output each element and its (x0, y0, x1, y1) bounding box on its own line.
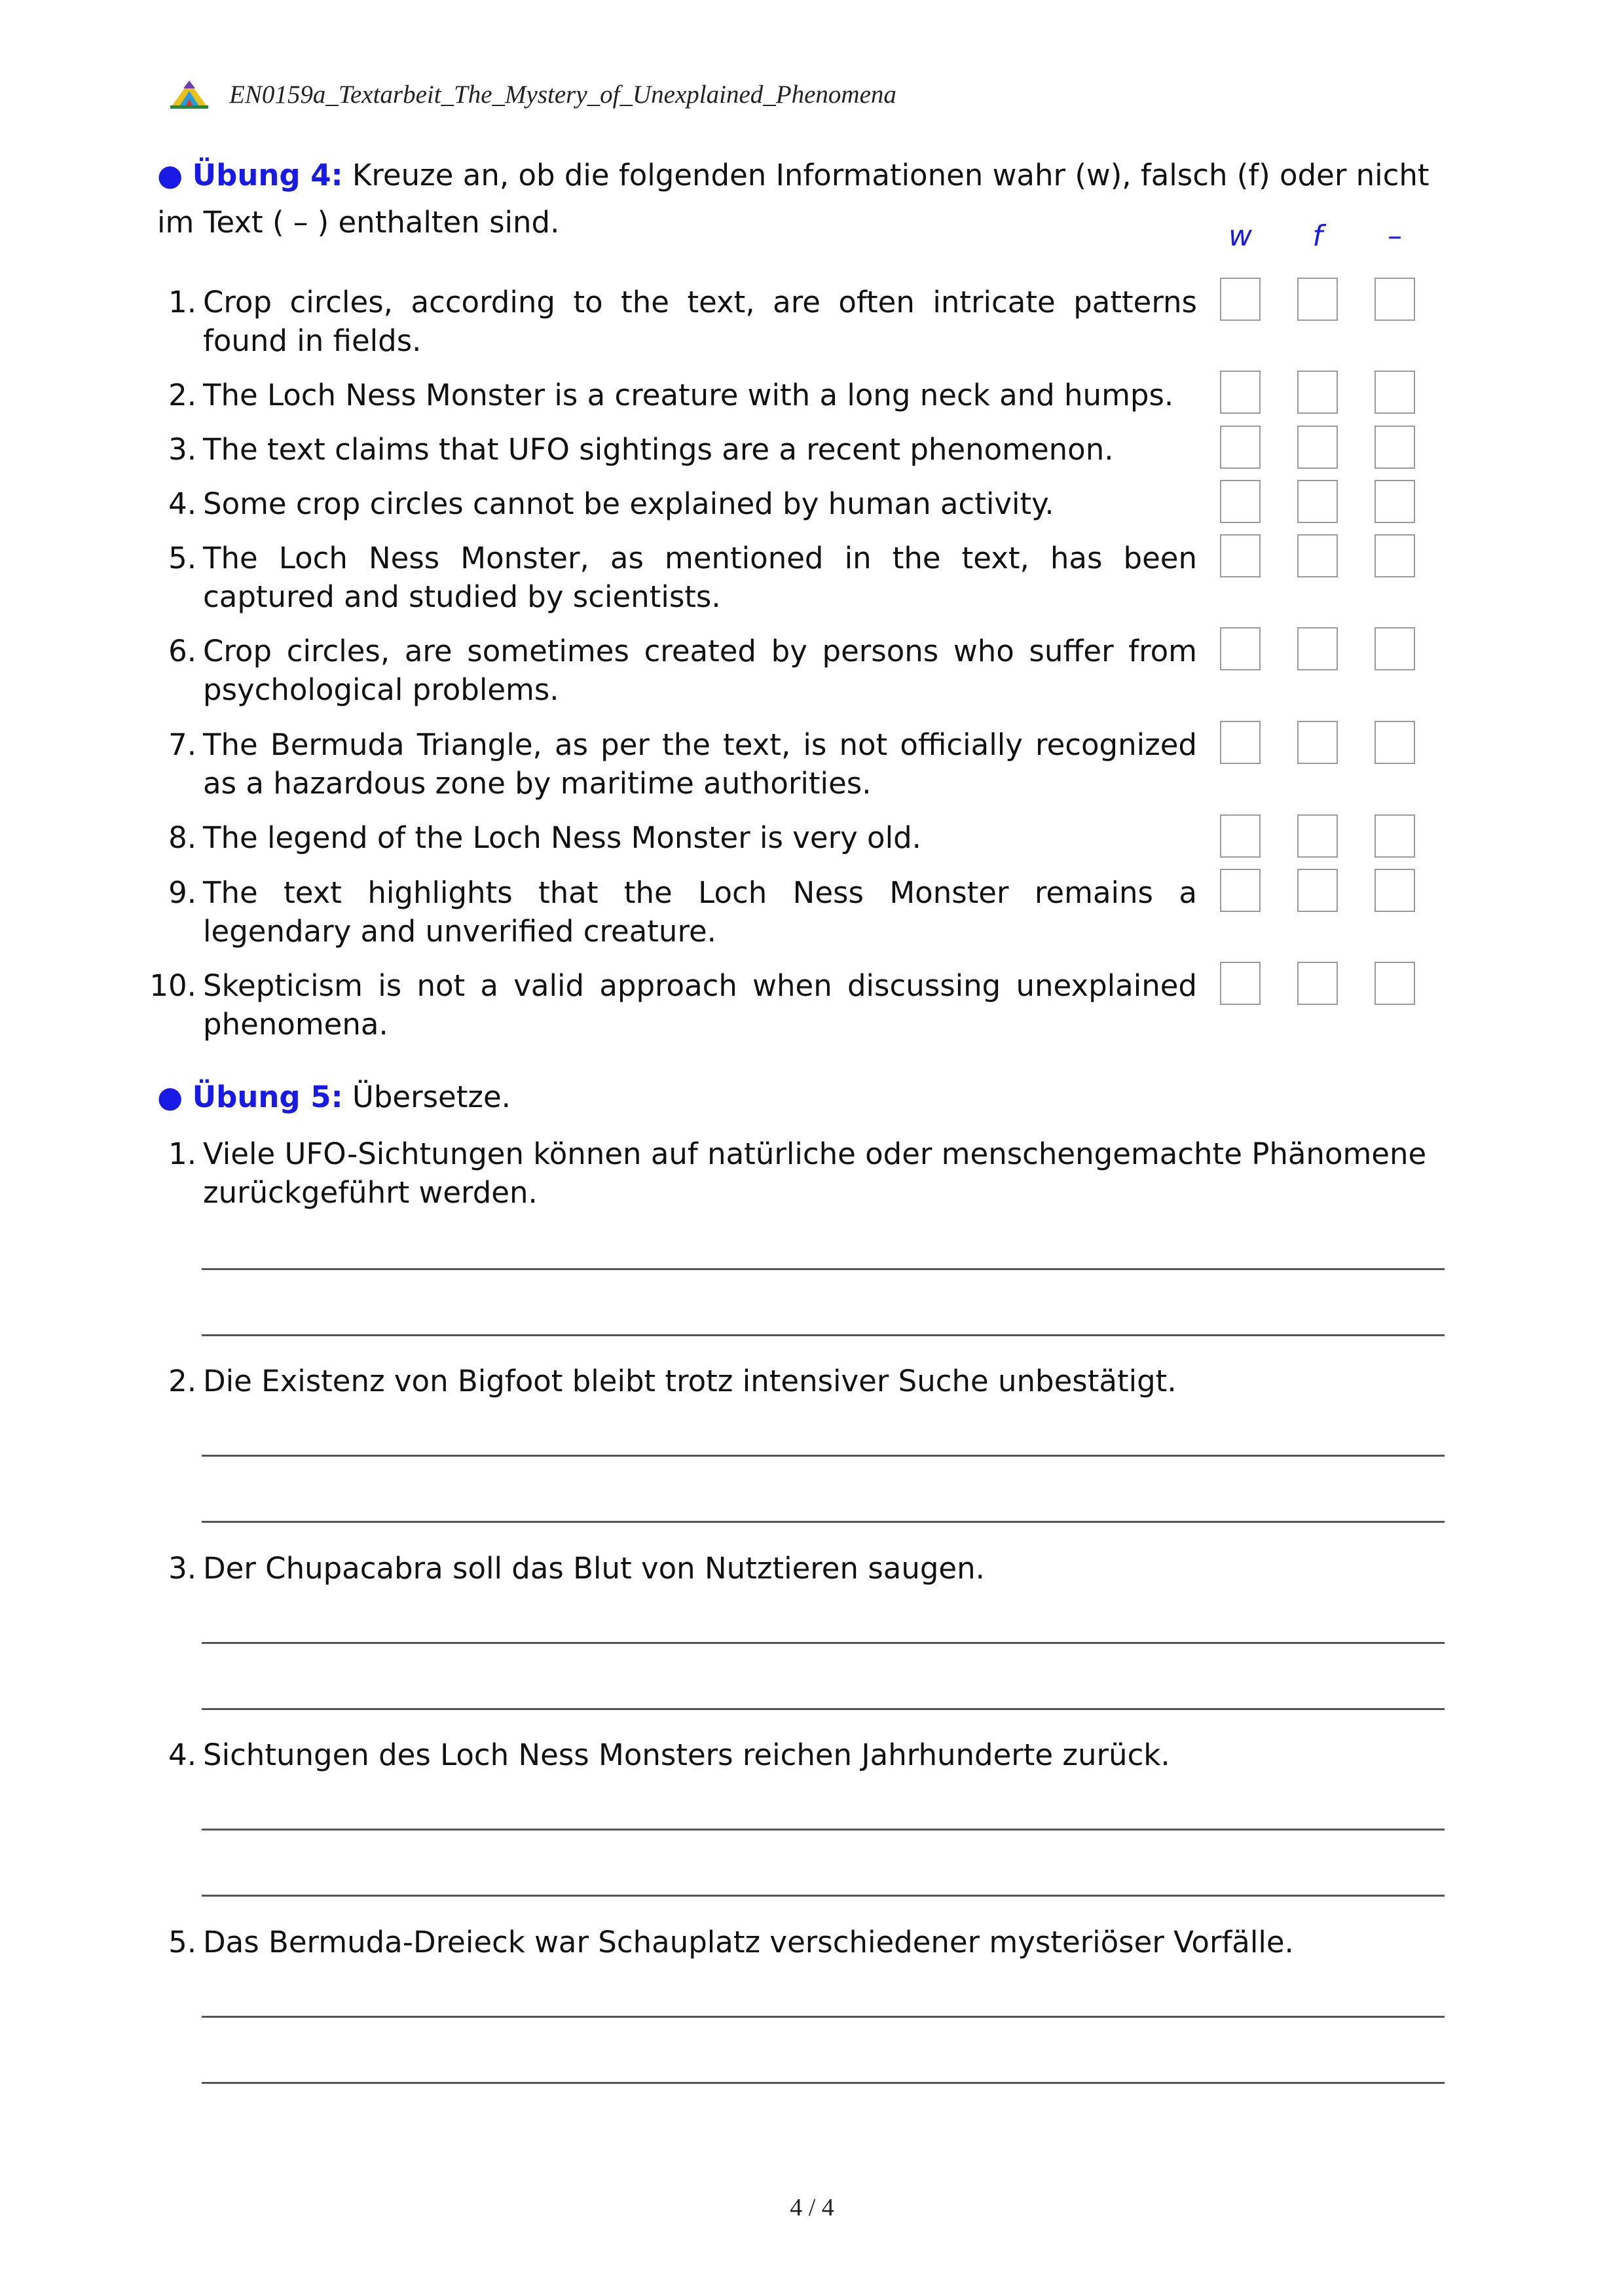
translation-item (149, 1736, 1446, 1774)
item-number: 10. (149, 968, 196, 1003)
checkbox-not-in-text-8[interactable] (1375, 814, 1415, 858)
item-text: The Bermuda Triangle, as per the text, is not officially recognized as a hazardous zone by maritime authorities. (203, 727, 1197, 801)
checkbox-false-4[interactable] (1297, 480, 1338, 523)
statement-item (149, 818, 1197, 857)
item-text: Das Bermuda-Dreieck war Schauplatz verschiedener mysteriöser Vorfälle. (203, 1925, 1294, 1959)
answer-line[interactable] (202, 1829, 1445, 1831)
item-text: Der Chupacabra soll das Blut von Nutztieren saugen. (203, 1551, 985, 1586)
answer-line[interactable] (202, 1268, 1445, 1270)
statement-item (149, 484, 1197, 523)
item-text: Viele UFO-Sichtungen können auf natürliche oder menschengemachte Phänomene zurückgeführt werden. (203, 1137, 1427, 1210)
item-text: Skepticism is not a valid approach when discussing unexplained phenomena. (203, 968, 1197, 1042)
item-text: The legend of the Loch Ness Monster is very old. (203, 820, 921, 855)
item-number: 6. (168, 634, 196, 668)
checkbox-not-in-text-2[interactable] (1375, 371, 1415, 414)
checkbox-false-1[interactable] (1297, 278, 1338, 321)
checkbox-not-in-text-1[interactable] (1375, 278, 1415, 321)
checkbox-true-7[interactable] (1220, 721, 1261, 764)
checkbox-true-9[interactable] (1220, 869, 1261, 912)
checkbox-false-3[interactable] (1297, 426, 1338, 469)
statement-item (149, 539, 1197, 616)
checkbox-true-10[interactable] (1220, 962, 1261, 1005)
checkbox-true-2[interactable] (1220, 371, 1261, 414)
item-number: 4. (168, 1738, 196, 1772)
exercise5-instruction: Übersetze. (352, 1080, 511, 1114)
item-number: 7. (168, 727, 196, 762)
translation-item (149, 1549, 1446, 1588)
checkbox-true-5[interactable] (1220, 534, 1261, 577)
checkbox-false-9[interactable] (1297, 869, 1338, 912)
answer-line[interactable] (202, 2016, 1445, 2018)
item-text: The Loch Ness Monster is a creature with a long neck and humps. (203, 378, 1174, 412)
answer-line[interactable] (202, 1521, 1445, 1523)
checkbox-true-8[interactable] (1220, 814, 1261, 858)
item-text: The text claims that UFO sightings are a recent phenomenon. (203, 432, 1114, 467)
item-text: Sichtungen des Loch Ness Monsters reichen Jahrhunderte zurück. (203, 1738, 1170, 1772)
bullet-icon: ● (157, 1080, 183, 1114)
item-number: 2. (168, 378, 196, 412)
answer-line[interactable] (202, 2082, 1445, 2084)
document-title: EN0159a_Textarbeit_The_Mystery_of_Unexplained_Phenomena (229, 80, 896, 109)
checkbox-false-10[interactable] (1297, 962, 1338, 1005)
statement-item (149, 632, 1197, 709)
exercise4-instruction-line1: Kreuze an, ob die folgenden Informationen wahr (w), falsch (f) oder nicht (352, 158, 1430, 192)
checkbox-not-in-text-6[interactable] (1375, 627, 1415, 670)
statement-item (149, 376, 1197, 414)
checkbox-not-in-text-10[interactable] (1375, 962, 1415, 1005)
document-header (169, 73, 896, 115)
item-number: 8. (168, 820, 196, 855)
statement-item (149, 430, 1197, 469)
item-text: The text highlights that the Loch Ness Monster remains a legendary and unverified creature. (203, 875, 1197, 949)
translation-item (149, 1362, 1446, 1400)
checkbox-not-in-text-4[interactable] (1375, 480, 1415, 523)
checkbox-false-2[interactable] (1297, 371, 1338, 414)
checkbox-not-in-text-5[interactable] (1375, 534, 1415, 577)
answer-line[interactable] (202, 1895, 1445, 1897)
checkbox-true-4[interactable] (1220, 480, 1261, 523)
checkbox-false-7[interactable] (1297, 721, 1338, 764)
exercise5-heading (157, 1074, 1441, 1121)
answer-line[interactable] (202, 1708, 1445, 1710)
checkbox-false-8[interactable] (1297, 814, 1338, 858)
statement-item (149, 725, 1197, 803)
answer-line[interactable] (202, 1455, 1445, 1457)
exercise4-label: Übung 4: (192, 158, 343, 192)
bullet-icon: ● (157, 158, 183, 192)
statement-item (149, 283, 1197, 360)
translation-item (149, 1135, 1446, 1212)
item-number: 5. (168, 541, 196, 575)
exercise4-instruction-line2: im Text ( – ) enthalten sind. (157, 205, 560, 240)
item-number: 1. (168, 1137, 196, 1171)
translation-item (149, 1923, 1446, 1961)
item-number: 9. (168, 875, 196, 910)
column-header-not-in-text: – (1388, 219, 1402, 253)
item-number: 3. (168, 1551, 196, 1586)
item-text: The Loch Ness Monster, as mentioned in the text, has been captured and studied by scientists. (203, 541, 1197, 614)
statement-item (149, 966, 1197, 1044)
checkbox-true-6[interactable] (1220, 627, 1261, 670)
checkbox-not-in-text-7[interactable] (1375, 721, 1415, 764)
item-number: 1. (168, 285, 196, 319)
exercise5-label: Übung 5: (192, 1080, 343, 1114)
item-number: 3. (168, 432, 196, 467)
column-header-false: f (1312, 219, 1323, 253)
checkbox-false-5[interactable] (1297, 534, 1338, 577)
item-number: 4. (168, 486, 196, 521)
checkbox-not-in-text-3[interactable] (1375, 426, 1415, 469)
item-text: Some crop circles cannot be explained by human activity. (203, 486, 1054, 521)
item-text: Crop circles, according to the text, are often intricate patterns found in fields. (203, 285, 1197, 358)
item-number: 2. (168, 1364, 196, 1398)
logo-icon (169, 79, 210, 109)
answer-line[interactable] (202, 1334, 1445, 1336)
checkbox-false-6[interactable] (1297, 627, 1338, 670)
item-number: 5. (168, 1925, 196, 1959)
checkbox-not-in-text-9[interactable] (1375, 869, 1415, 912)
checkbox-true-1[interactable] (1220, 278, 1261, 321)
column-header-true: w (1228, 219, 1252, 253)
answer-line[interactable] (202, 1642, 1445, 1644)
page-number: 4 / 4 (790, 2194, 834, 2221)
checkbox-true-3[interactable] (1220, 426, 1261, 469)
item-text: Die Existenz von Bigfoot bleibt trotz intensiver Suche unbestätigt. (203, 1364, 1177, 1398)
item-text: Crop circles, are sometimes created by persons who suffer from psychological problems. (203, 634, 1197, 707)
statement-item (149, 873, 1197, 951)
